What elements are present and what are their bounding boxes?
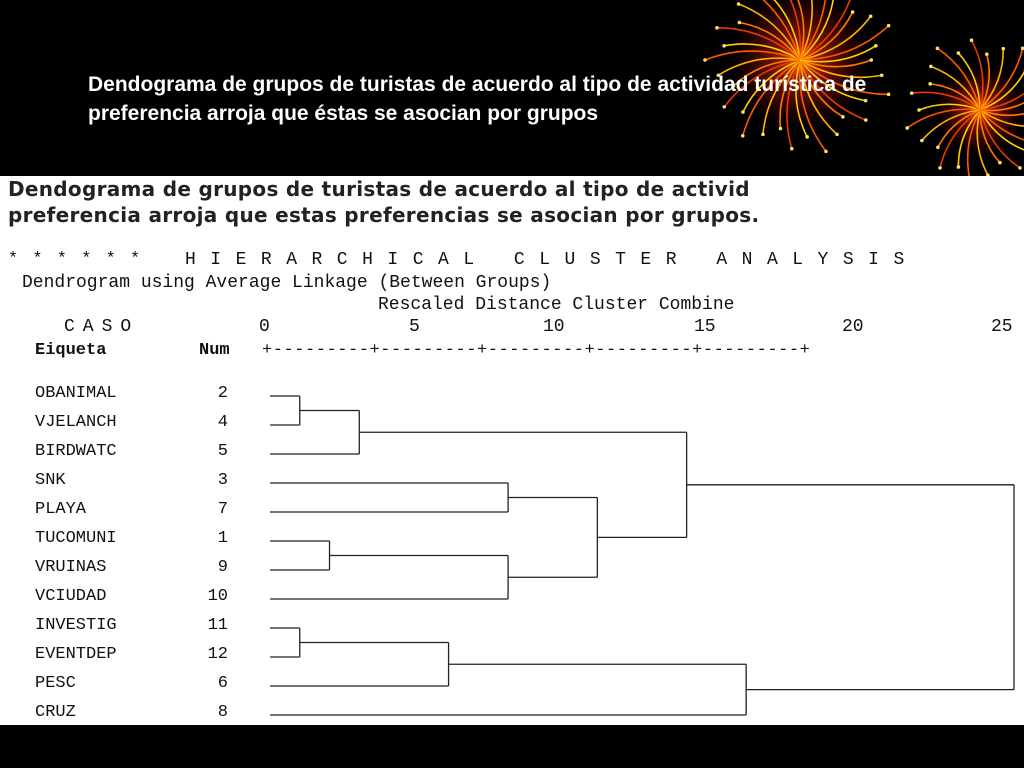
scale-axis: +---------+---------+---------+---------+---------+	[262, 341, 811, 360]
firework-spark	[851, 10, 855, 14]
figure-heading-line1: Dendograma de grupos de turistas de acuerdo al tipo de activid	[8, 177, 750, 201]
case-label: PESC	[35, 674, 76, 693]
firework-spark	[936, 46, 940, 50]
firework-spark	[869, 58, 873, 62]
case-number: 8	[217, 703, 228, 722]
figure-heading-line2: preferencia arroja que estas preferencias se asocian por grupos.	[8, 203, 760, 227]
firework-spark	[985, 52, 989, 56]
case-number: 2	[217, 384, 228, 403]
case-label: CRUZ	[35, 703, 76, 722]
firework-spark	[929, 65, 933, 69]
case-number: 7	[217, 500, 228, 519]
dendrogram-tree	[0, 176, 1024, 725]
case-number: 1	[217, 529, 228, 548]
tick-label: 15	[694, 317, 716, 337]
stars-decoration: * * * * * *	[8, 250, 143, 269]
case-number: 3	[217, 471, 228, 490]
firework-spark	[910, 91, 914, 95]
firework-spark	[917, 108, 921, 112]
tick-label: 5	[409, 317, 420, 337]
case-label: BIRDWATC	[35, 442, 117, 461]
case-label: TUCOMUNI	[35, 529, 117, 548]
firework-spark	[928, 82, 932, 86]
firework-spark	[835, 133, 839, 137]
firework-spark	[1018, 166, 1022, 170]
firework-spark	[869, 14, 873, 18]
case-label: VCIUDAD	[35, 587, 107, 606]
firework-spark	[715, 26, 719, 30]
firework-spark	[805, 135, 809, 139]
case-number: 12	[207, 645, 228, 664]
analysis-title: HIERARCHICAL CLUSTER ANALYSIS	[185, 250, 919, 270]
case-number: 4	[217, 413, 228, 432]
scale-label: Rescaled Distance Cluster Combine	[378, 295, 735, 315]
firework-spark	[970, 38, 974, 42]
firework-spark	[887, 24, 891, 28]
tick-label: 0	[259, 317, 270, 337]
firework-spark	[790, 147, 794, 151]
firework-spark	[938, 166, 942, 170]
dendrogram-figure	[0, 176, 1024, 725]
firework-spark	[738, 21, 742, 25]
case-number: 6	[217, 674, 228, 693]
firework-spark	[957, 165, 961, 169]
firework-spark	[737, 2, 741, 6]
firework-spark	[761, 133, 765, 137]
firework-spark	[920, 139, 924, 143]
tick-label: 10	[543, 317, 565, 337]
firework-spark	[936, 146, 940, 150]
firework-spark	[703, 58, 707, 62]
case-label: SNK	[35, 471, 66, 490]
etiqueta-column-header: Eiqueta	[35, 341, 107, 360]
case-label: EVENTDEP	[35, 645, 117, 664]
slide-title: Dendograma de grupos de turistas de acuerdo al tipo de actividad turística de preferencia arroja que éstas se asocian por grupos	[88, 73, 867, 125]
firework-spark	[998, 161, 1002, 165]
firework-spark	[1001, 47, 1005, 51]
firework-spark	[957, 51, 961, 55]
method-label: Dendrogram using Average Linkage (Between Groups)	[22, 273, 552, 293]
firework-spark	[824, 150, 828, 154]
caso-label: CASO	[64, 317, 140, 337]
case-number: 11	[207, 616, 228, 635]
tick-label: 25	[991, 317, 1013, 337]
case-label: PLAYA	[35, 500, 87, 519]
case-number: 9	[217, 558, 228, 577]
firework-spark	[741, 134, 745, 138]
case-number: 10	[207, 587, 228, 606]
tick-label: 20	[842, 317, 864, 337]
firework-spark	[722, 44, 726, 48]
firework-spark	[874, 44, 878, 48]
case-label: OBANIMAL	[35, 384, 117, 403]
case-number: 5	[217, 442, 228, 461]
num-column-header: Num	[199, 341, 230, 360]
case-label: INVESTIG	[35, 616, 117, 635]
case-label: VJELANCH	[35, 413, 117, 432]
case-label: VRUINAS	[35, 558, 107, 577]
